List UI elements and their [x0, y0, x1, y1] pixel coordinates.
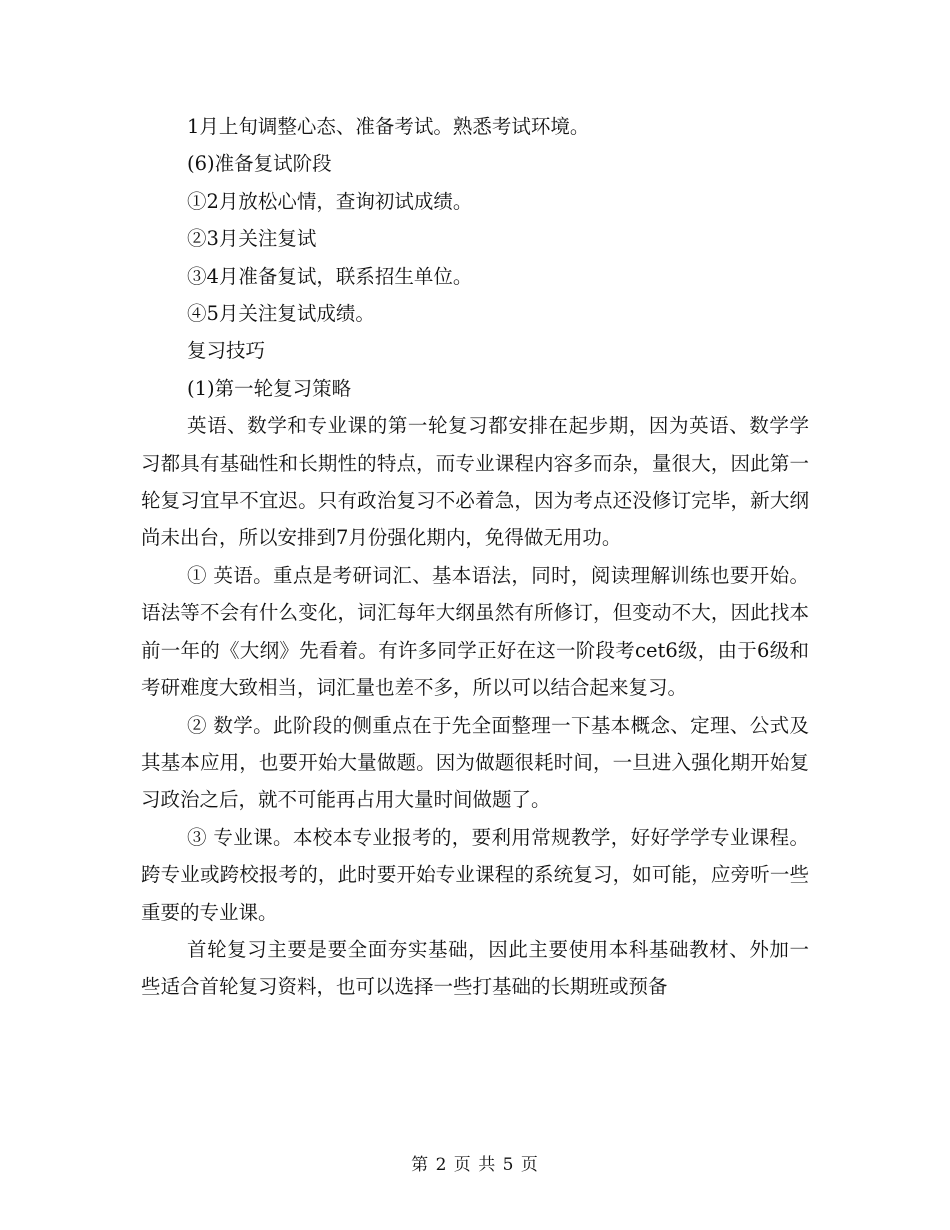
list-item: ①2月放松心情，查询初试成绩。 [187, 189, 473, 213]
subsection-heading: (1)第一轮复习策略 [187, 376, 352, 400]
document-body [141, 108, 809, 1006]
paragraph: ③ 专业课。本校本专业报考的，要利用常规教学，好好学学专业课程。跨专业或跨校报考的，此时要开始专业课程的系统复习，如可能，应旁听一些重要的专业课。 [141, 825, 809, 924]
paragraph: ① 英语。重点是考研词汇、基本语法，同时，阅读理解训练也要开始。语法等不会有什么变化，词汇每年大纲虽然有所修订，但变动不大，因此找本前一年的《大纲》先看着。有许多同学正好在这一阶段考cet6级，由于6级和考研难度大致相当，词汇量也差不多，所以可以结合起来复习。 [141, 563, 809, 700]
text-line: 1月上旬调整心态、准备考试。熟悉考试环境。 [187, 115, 590, 138]
paragraph: 首轮复习主要是要全面夯实基础，因此主要使用本科基础教材、外加一些适合首轮复习资料，也可以选择一些打基础的长期班或预备 [141, 937, 809, 999]
paragraph: ② 数学。此阶段的侧重点在于先全面整理一下基本概念、定理、公式及其基本应用，也要开始大量做题。因为做题很耗时间，一旦进入强化期开始复习政治之后，就不可能再占用大量时间做题了。 [141, 713, 809, 812]
list-item: ④5月关注复试成绩。 [187, 302, 375, 326]
list-item: ③4月准备复试，联系招生单位。 [187, 264, 473, 288]
section-heading: 复习技巧 [187, 339, 266, 363]
paragraph: 英语、数学和专业课的第一轮复习都安排在起步期，因为英语、数学学习都具有基础性和长期性的特点，而专业课程内容多而杂，量很大，因此第一轮复习宜早不宜迟。只有政治复习不必着急，因为考点还没修订完毕，新大纲尚未出台，所以安排到7月份强化期内，免得做无用功。 [141, 414, 809, 550]
section-heading: (6)准备复试阶段 [187, 152, 332, 176]
page-number: 第 2 页 共 5 页 [411, 1155, 539, 1175]
list-item: ②3月关注复试 [187, 227, 317, 251]
